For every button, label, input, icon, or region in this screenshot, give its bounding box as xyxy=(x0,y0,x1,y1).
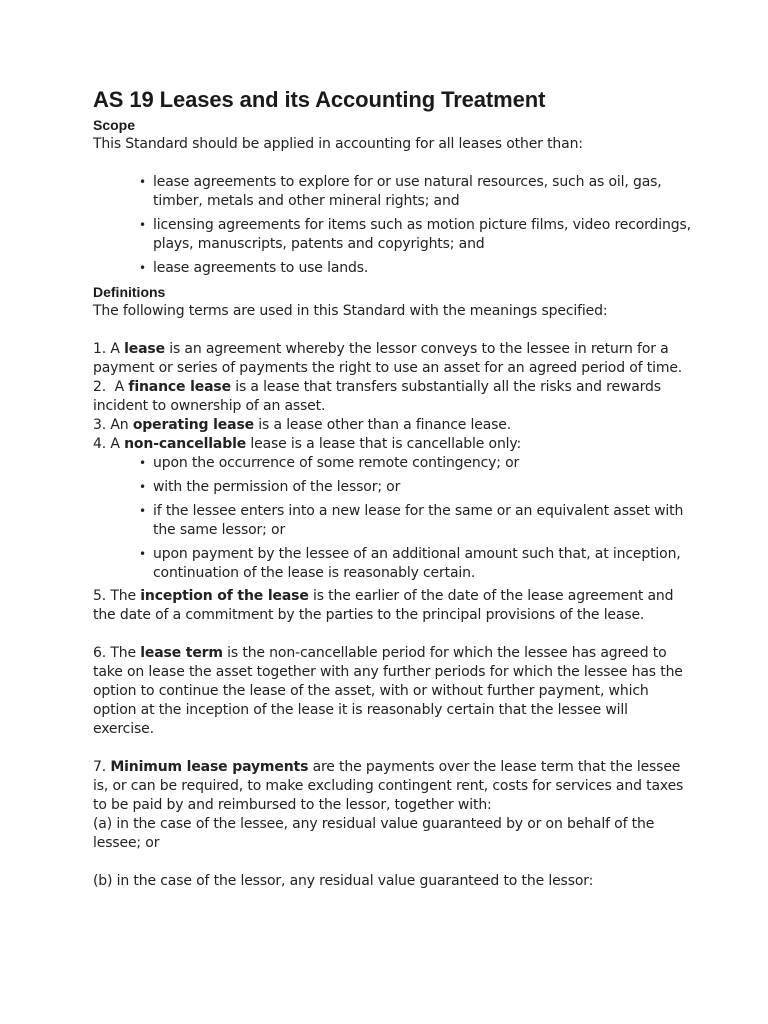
list-item: • upon the occurrence of some remote contingency; or xyxy=(139,455,520,471)
definition-1: 1. A lease is an agreement whereby the lessor conveys to the lessee in return for a payment or series of payments the right to use an asset for an agreed period of time. xyxy=(93,341,683,376)
spacer xyxy=(93,625,693,644)
bullet-icon: • xyxy=(139,456,146,470)
list-item: • lease agreements to use lands. xyxy=(139,260,369,276)
list-item: • lease agreements to explore for or use natural resources, such as oil, gas, timber, metals and other mineral rights; and xyxy=(139,174,662,209)
definitions-heading: Definitions xyxy=(93,284,166,300)
spacer xyxy=(93,739,693,758)
definition-7a: (a) in the case of the lessee, any residual value guaranteed by or on behalf of the lessee; or xyxy=(93,816,655,851)
scope-heading: Scope xyxy=(93,117,136,133)
scope-intro: This Standard should be applied in accounting for all leases other than: xyxy=(93,136,583,152)
page-title: AS 19 Leases and its Accounting Treatment xyxy=(93,87,546,112)
bullet-icon: • xyxy=(139,504,146,518)
bullet-icon: • xyxy=(139,175,146,189)
definition-3: 3. An operating lease is a lease other than a finance lease. xyxy=(93,417,512,433)
document-page xyxy=(93,86,693,891)
definition-7b: (b) in the case of the lessor, any residual value guaranteed to the lessor: xyxy=(93,873,594,889)
definition-4: 4. A non-cancellable lease is a lease that is cancellable only: xyxy=(93,436,522,452)
bullet-icon: • xyxy=(139,547,146,561)
list-item: • if the lessee enters into a new lease for the same or an equivalent asset with the same lessor; or xyxy=(139,503,684,538)
bullet-icon: • xyxy=(139,218,146,232)
non-cancellable-list xyxy=(93,454,693,583)
definition-6: 6. The lease term is the non-cancellable period for which the lessee has agreed to take on lease the asset together with any further periods for which the lessee has the option to continue the lease of the asset, with or without further payment, which option at the inception of the lease it is reasonably certain that the lessee will exercise. xyxy=(93,645,683,737)
scope-list xyxy=(93,173,693,278)
definition-7: 7. Minimum lease payments are the payments over the lease term that the lessee is, or can be required, to make excluding contingent rent, costs for services and taxes to be paid by and reimbursed to the lessor, together with: xyxy=(93,759,684,813)
list-item: • upon payment by the lessee of an additional amount such that, at inception, continuation of the lease is reasonably certain. xyxy=(139,546,681,581)
list-item: • licensing agreements for items such as motion picture films, video recordings, plays, manuscripts, patents and copyrights; and xyxy=(139,217,691,252)
definitions-intro: The following terms are used in this Standard with the meanings specified: xyxy=(93,303,608,319)
bullet-icon: • xyxy=(139,261,146,275)
definition-2: 2. A finance lease is a lease that transfers substantially all the risks and rewards incident to ownership of an asset. xyxy=(93,379,661,414)
spacer xyxy=(93,853,693,872)
list-item: • with the permission of the lessor; or xyxy=(139,479,401,495)
spacer xyxy=(93,321,693,340)
definition-5: 5. The inception of the lease is the earlier of the date of the lease agreement and the date of a commitment by the parties to the principal provisions of the lease. xyxy=(93,588,674,623)
bullet-icon: • xyxy=(139,480,146,494)
